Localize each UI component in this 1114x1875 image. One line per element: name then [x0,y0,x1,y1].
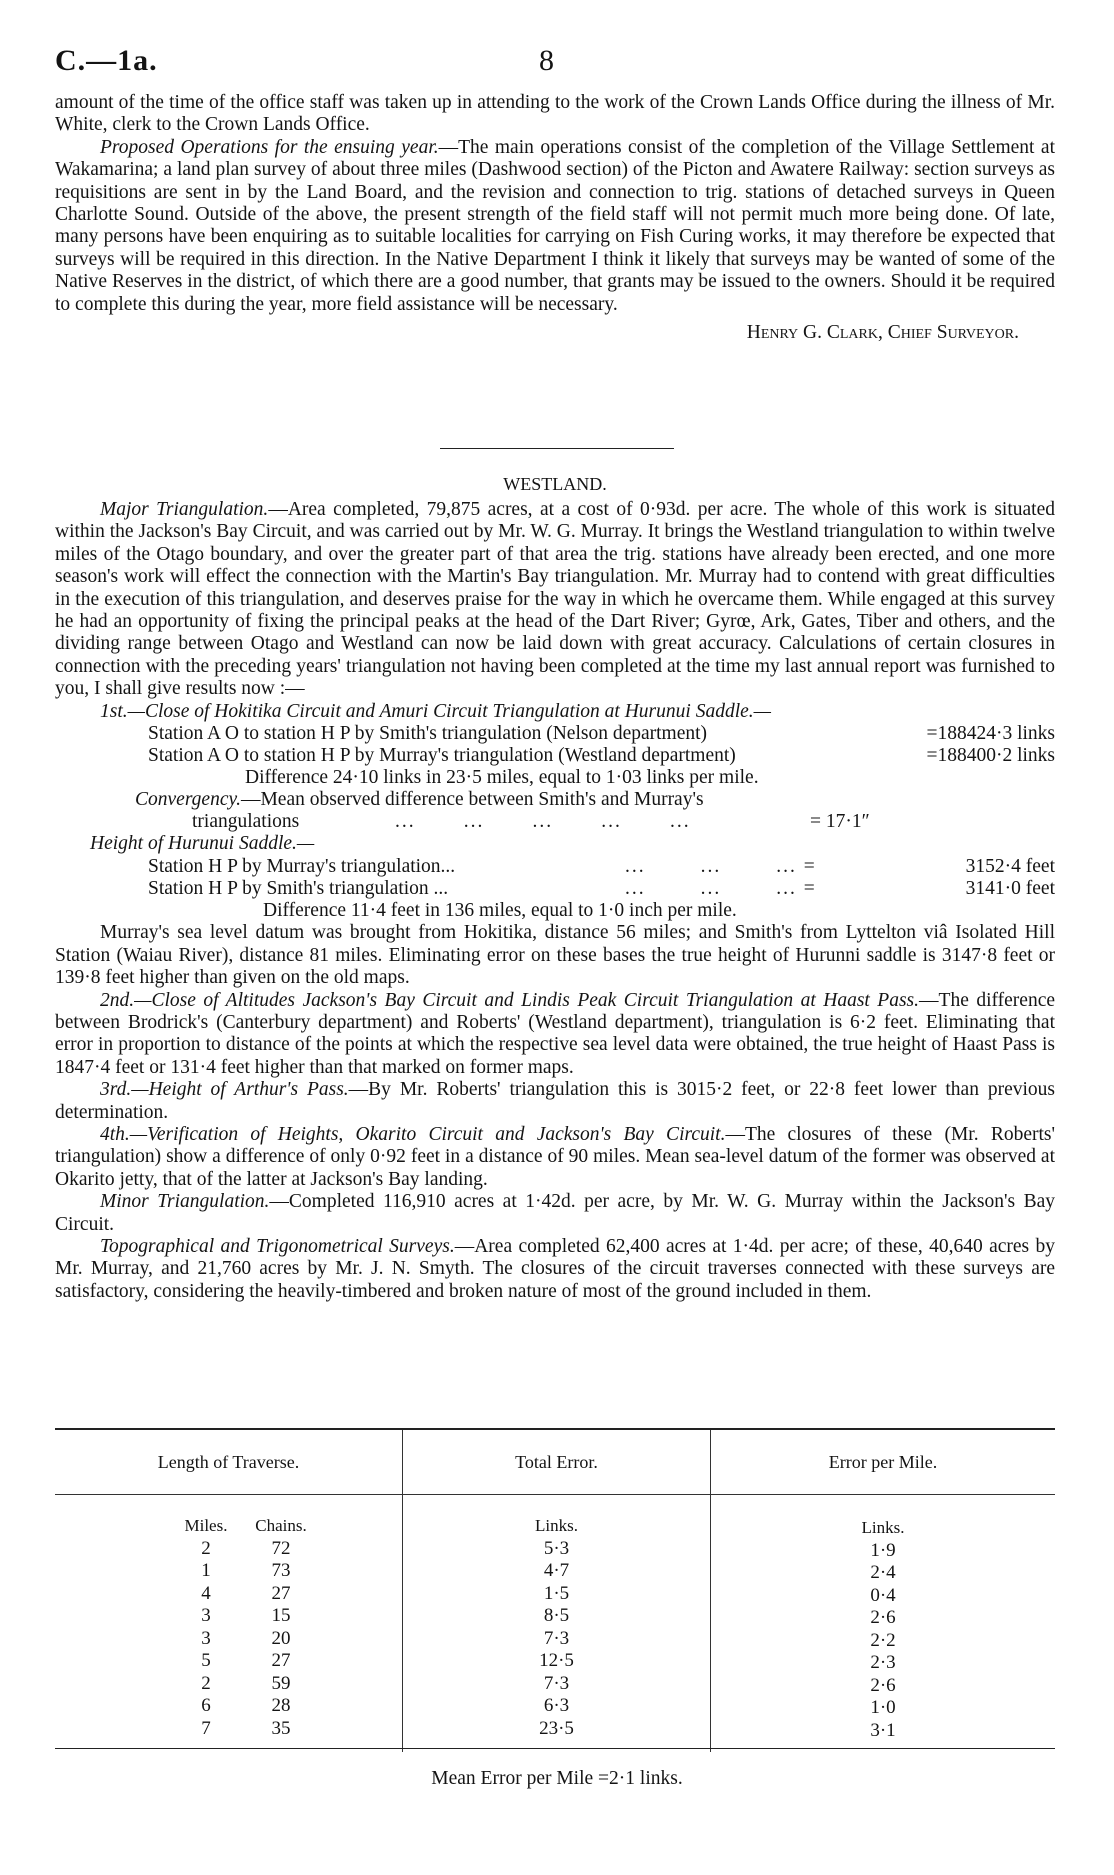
first-closure-lines [55,723,1055,767]
miles-value: 5 [201,1650,211,1671]
mean-error-line: Mean Error per Mile =2·1 links. [431,1768,683,1789]
table-body-row [55,1495,1055,1753]
minor-triangulation-body: —Completed 116,910 acres at 1·42d. per acre, by Mr. W. G. Murray within the Jackson's Bay Circuit. [55,1191,1055,1235]
total-error-value: 5·3 [543,1537,570,1559]
westland-section [55,474,1055,1303]
convergency-block [55,789,1055,833]
error-per-mile-value: 2·6 [870,1607,896,1628]
chains-value: 28 [271,1695,291,1716]
error-per-mile-value: 1·0 [870,1697,896,1718]
length-column-inner [56,1515,401,1740]
fourth-closure-paragraph [55,1124,1055,1191]
first-closure-difference: Difference 24·10 links in 23·5 miles, equal to 1·03 links per mile. [245,767,759,789]
proposed-operations-body: —The main operations consist of the completion of the Village Settlement at Wakamarina; a land plan survey of about three miles (Dashwood section) of the Picton and Awatere Railway: section surveys as requisitions are sent in by the Land Board, and the revision and connection to trig. stations of detached surveys in Queen Charlotte Sound. Outside of the above, the present strength of the field staff will not permit much more being done. Of late, many persons have been enquiring as to suitable localities for carrying on Fish Curing works, it may therefore be expected that surveys will be required in this direction. In the Native Department I think it likely that surveys may be wanted of some of the Native Reserves in the district, of which there are a good number, that grants may be issued to the owners. Should it be required to complete this during the year, more field assistance will be necessary. [55,136,1055,315]
total-error-value: 23·5 [539,1717,574,1739]
header-length-of-traverse: Length of Traverse. [55,1430,403,1495]
height-line-1-leaders: ... ... ... = [625,855,817,877]
error-per-mile-column [711,1495,1056,1753]
first-closure-line-2-label: Station A O to station H P by Murray's triangulation (Westland department) [148,745,736,767]
traverse-table [55,1430,1055,1752]
chains-value: 27 [271,1582,291,1604]
error-per-mile-value: 0·4 [870,1584,896,1606]
chains-value: 59 [271,1672,291,1694]
miles-value: 2 [201,1672,211,1694]
height-difference: Difference 11·4 feet in 136 miles, equal to 1·0 inch per mile. [263,899,737,921]
major-triangulation-paragraph [55,499,1055,701]
major-triangulation-body: —Area completed, 79,875 acres, at a cost of 0·93d. per acre. The whole of this work is situated within the Jackson's Bay Circuit, and was carried out by Mr. W. G. Murray. It brings the Westland triangulation to within twelve miles of the Otago boundary, and over the greater part of that area the trig. stations have already been erected, and one more season's work will effect the connection with the Martin's Bay triangulation. Mr. Murray had to contend with great difficulties in the execution of this triangulation, and deserves praise for the way in which he overcame them. While engaged at this survey he had an opportunity of fixing the principal peaks at the head of the Dart River; Gyrœ, Ark, Gates, Tiber and others, and the dividing range between Otago and Westland can now be laid down with great accuracy. Calculations of certain closures in connection with the preceding years' triangulation not having been completed at the time my last annual report was furnished to you, I shall give results now :— [55,499,1055,700]
chains-value: 15 [271,1605,291,1626]
minor-triangulation-lead: Minor Triangulation. [100,1191,270,1213]
signature-text: Henry G. Clark, Chief Surveyor. [746,322,1019,344]
height-line-2-leaders: ... ... ... = [625,877,817,899]
chains-value: 27 [271,1650,291,1671]
topographical-lead: Topographical and Trigonometrical Surveys. [100,1235,455,1257]
third-closure-paragraph [55,1079,1055,1124]
height-line-2-value: 3141·0 feet [965,877,1055,899]
third-closure-body: —By Mr. Roberts' triangulation this is 3015·2 feet, or 22·8 feet lower than previous determination. [55,1079,1056,1123]
error-per-mile-value: 2·2 [870,1629,896,1651]
intro-section [55,92,1055,344]
first-closure-heading: 1st.—Close of Hokitika Circuit and Amuri Circuit Triangulation at Hurunui Saddle.— [100,700,771,722]
chains-value: 73 [271,1560,291,1581]
convergency-value: = 17·1″ [810,811,870,833]
third-closure-lead: 3rd.—Height of Arthur's Pass. [100,1079,349,1101]
convergency-line [135,789,704,811]
topographical-paragraph [55,1236,1055,1303]
total-error-values [404,1515,709,1740]
second-closure-lead: 2nd.—Close of Altitudes Jackson's Bay Circuit and Lindis Peak Circuit Triangulation at Haast Pass. [100,989,920,1011]
total-error-value: 7·3 [543,1672,570,1694]
convergency-lead: Convergency. [135,789,241,811]
miles-value: 4 [201,1582,211,1604]
chains-column [241,1515,321,1740]
height-heading: Height of Hurunui Saddle.— [90,833,315,855]
table-bottom-rule [55,1748,1055,1749]
total-error-value: 8·5 [543,1605,570,1626]
total-error-value: 7·3 [543,1627,570,1649]
total-error-value: 4·7 [543,1560,570,1581]
error-per-mile-unit-label: Links. [861,1518,905,1537]
convergency-leaders: ... ... ... ... ... [395,811,691,833]
error-per-mile-value: 2·3 [870,1652,896,1673]
page-number: 8 [539,44,554,77]
first-closure-line-1-label: Station A O to station H P by Smith's triangulation (Nelson department) [148,723,708,745]
convergency-line-2: triangulations [192,811,300,833]
chains-value: 35 [271,1717,291,1739]
miles-value: 3 [201,1627,211,1649]
error-per-mile-value: 3·1 [870,1719,896,1741]
proposed-operations-paragraph [55,137,1055,316]
chains-value: 72 [271,1537,291,1559]
header-error-per-mile: Error per Mile. [711,1430,1056,1495]
miles-value: 1 [201,1560,211,1581]
error-per-mile-value: 1·9 [870,1539,896,1561]
first-closure-line-1-value: =188424·3 links [926,723,1055,745]
height-lines [55,856,1055,900]
miles-column [171,1515,241,1740]
total-error-column [403,1495,711,1753]
major-triangulation-lead: Major Triangulation. [100,499,269,520]
proposed-operations-lead: Proposed Operations for the ensuing year. [100,136,439,158]
signature [55,322,1055,344]
header-total-error: Total Error. [403,1430,711,1495]
miles-value: 6 [201,1695,211,1716]
total-error-value: 6·3 [543,1695,570,1716]
miles-value: 2 [201,1537,211,1559]
minor-triangulation-paragraph [55,1191,1055,1236]
first-closure-line-2-value: =188400·2 links [926,745,1055,767]
miles-value: 7 [201,1717,211,1739]
height-line-1-value: 3152·4 feet [965,855,1055,877]
chains-unit-label: Chains. [255,1516,307,1535]
datum-paragraph: Murray's sea level datum was brought from Hokitika, distance 56 miles; and Smith's from Lyttelton viâ Isolated Hill Station (Waiau River), distance 81 miles. Eliminating error on these bases the true height of Hurunni saddle is 3147·8 feet or 139·8 feet higher than given on the old maps. [55,922,1055,989]
convergency-body: —Mean observed difference between Smith's and Murray's [240,789,704,811]
total-error-value: 1·5 [543,1582,570,1604]
error-per-mile-value: 2·4 [870,1562,896,1583]
fourth-closure-lead: 4th.—Verification of Heights, Okarito Circuit and Jackson's Bay Circuit. [100,1123,726,1145]
document-reference: C.—1a. [55,44,158,77]
error-per-mile-value: 2·6 [870,1674,896,1696]
westland-heading: WESTLAND. [503,474,607,494]
chains-value: 20 [271,1627,291,1649]
total-error-unit-label: Links. [535,1516,578,1535]
intro-paragraph: amount of the time of the office staff was taken up in attending to the work of the Crown Lands Office during the illness of Mr. White, clerk to the Crown Lands Office. [55,92,1055,136]
fourth-closure-body: —The closures of these (Mr. Roberts' triangulation) show a difference of only 0·92 feet in a distance of 90 miles. Mean sea-level datum of the former was observed at Okarito jetty, that of the latter at Jackson's Bay landing. [55,1123,1055,1190]
topographical-body: —Area completed 62,400 acres at 1·4d. per acre; of these, 40,640 acres by Mr. Murray, and 21,760 acres by Mr. J. N. Smyth. The closures of the circuit traverses connected with these surveys are satisfactory, considering the heavily-timbered and broken nature of most of the ground included in them. [55,1235,1055,1302]
section-divider [440,448,674,449]
second-closure-body: —The difference between Brodrick's (Canterbury department) and Roberts' (Westland department), triangulation is 6·2 feet. Eliminating that error in proportion to distance of the points at which the respective sea level data were obtained, the true height of Haast Pass is 1847·4 feet or 131·4 feet higher than that marked on former maps. [55,989,1056,1078]
second-closure-paragraph [55,990,1055,1080]
total-error-value: 12·5 [539,1650,574,1671]
miles-value: 3 [201,1605,211,1626]
length-column [55,1495,403,1753]
height-line-1-label: Station H P by Murray's triangulation... [148,855,456,877]
table-header-row [55,1430,1055,1495]
height-line-2-label: Station H P by Smith's triangulation ... [148,877,449,899]
miles-unit-label: Miles. [184,1516,228,1535]
error-per-mile-values [712,1515,1054,1742]
